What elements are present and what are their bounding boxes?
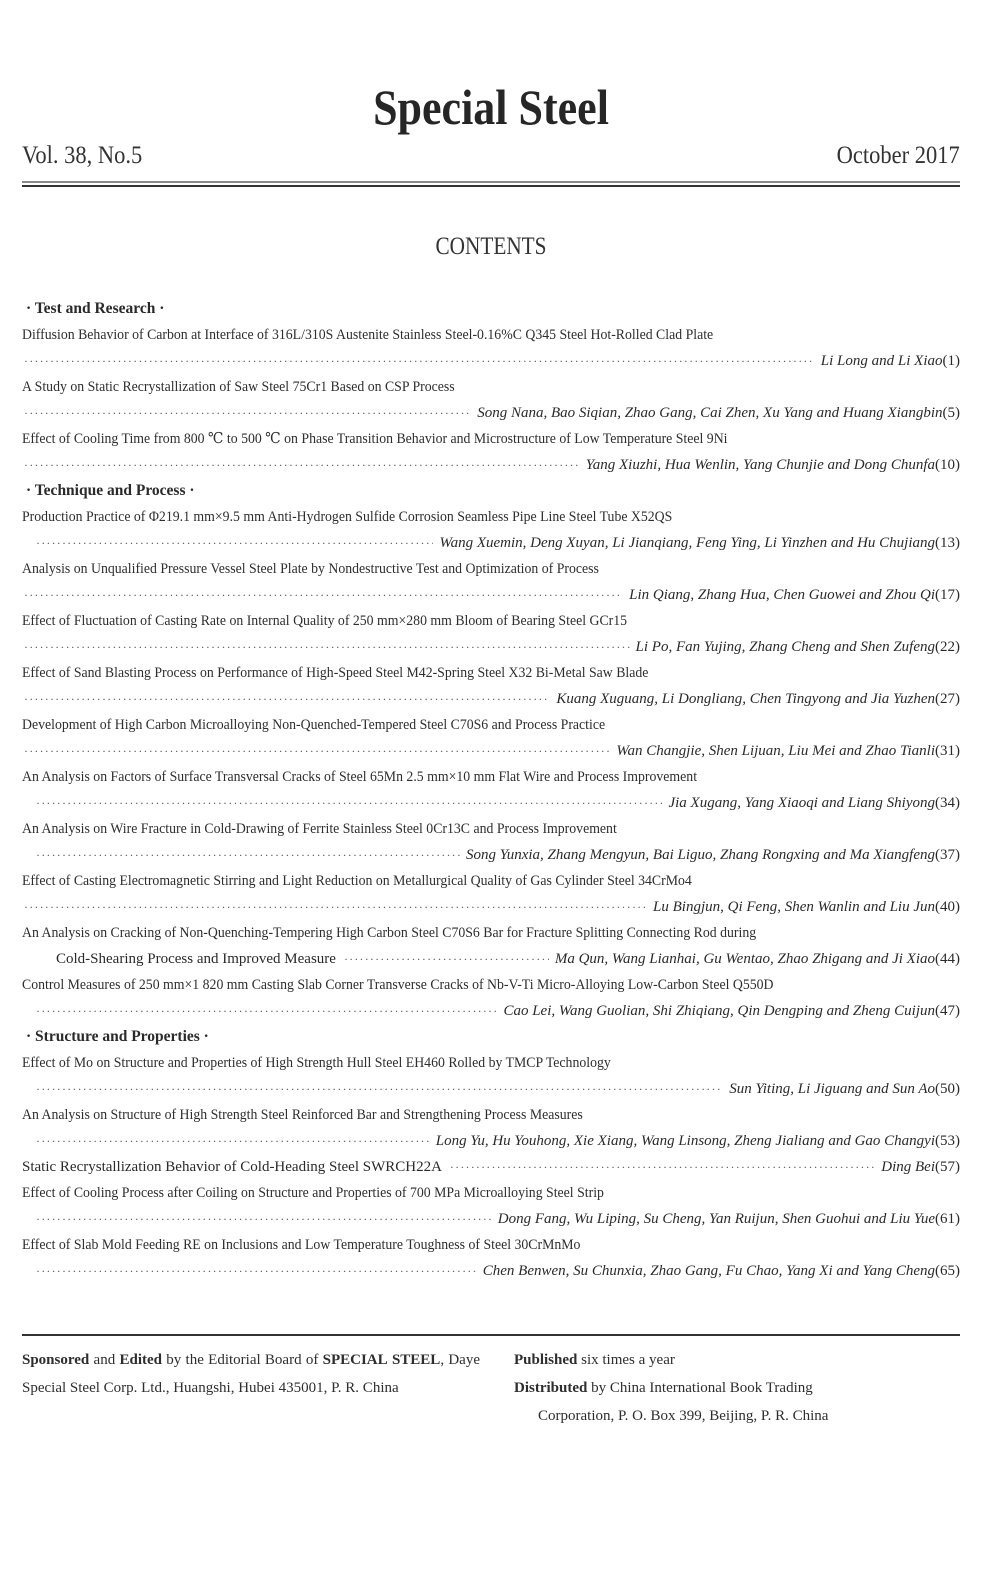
leader-dots: [24, 582, 623, 608]
article-title[interactable]: Effect of Cooling Process after Coiling on Structure and Properties of 700 MPa Microalloying Steel Strip: [22, 1185, 604, 1201]
article-authors: Jia Xugang, Yang Xiaoqi and Liang Shiyong: [668, 795, 935, 811]
section-heading: · Technique and Process ·: [26, 482, 195, 499]
leader-dots: [36, 530, 433, 556]
distribution-info: [514, 1346, 960, 1430]
toc-entry[interactable]: [22, 556, 960, 608]
toc-entry[interactable]: [22, 504, 960, 556]
page-number[interactable]: (1): [942, 353, 960, 369]
article-authors: Sun Yiting, Li Jiguang and Sun Ao: [729, 1081, 935, 1097]
sponsor-address: , Daye Special Steel Corp. Ltd., Huangshi, Hubei 435001, P. R. China: [22, 1352, 480, 1396]
article-authors: Yang Xiuzhi, Hua Wenlin, Yang Chunjie and Dong Chunfa: [585, 457, 935, 473]
article-title[interactable]: Analysis on Unqualified Pressure Vessel Steel Plate by Nondestructive Test and Optimization of Process: [22, 561, 599, 577]
article-authors: Cao Lei, Wang Guolian, Shi Zhiqiang, Qin Dengping and Zheng Cuijun: [503, 1003, 935, 1019]
leader-dots: [450, 1154, 875, 1180]
article-authors: Ma Qun, Wang Lianhai, Gu Wentao, Zhao Zhigang and Ji Xiao: [554, 951, 935, 967]
page-number[interactable]: (27): [935, 691, 960, 707]
leader-dots: [36, 1076, 723, 1102]
page-number[interactable]: (5): [942, 405, 960, 421]
section-heading: · Test and Research ·: [26, 300, 165, 317]
toc-entry[interactable]: [22, 920, 960, 972]
leader-dots: [24, 686, 550, 712]
leader-dots: [24, 400, 471, 426]
page-number[interactable]: (17): [935, 587, 960, 603]
article-title[interactable]: An Analysis on Structure of High Strength Steel Reinforced Bar and Strengthening Process Measures: [22, 1107, 583, 1123]
page-number[interactable]: (13): [935, 535, 960, 551]
article-title[interactable]: Effect of Mo on Structure and Properties of High Strength Hull Steel EH460 Rolled by TMCP Technology: [22, 1055, 611, 1071]
toc-entry[interactable]: [22, 374, 960, 426]
frequency: six times a year: [577, 1352, 675, 1368]
page-number[interactable]: (57): [935, 1159, 960, 1175]
toc-entry[interactable]: [22, 322, 960, 374]
toc-entry[interactable]: [22, 972, 960, 1024]
issue-info: [22, 142, 960, 174]
article-authors: Li Long and Li Xiao: [820, 353, 943, 369]
leader-dots: [36, 1258, 477, 1284]
article-authors: Ding Bei: [881, 1159, 935, 1175]
text: by the Editorial Board of: [162, 1352, 323, 1368]
toc-entry[interactable]: [22, 1232, 960, 1284]
leader-dots: [24, 348, 815, 374]
article-authors: Song Nana, Bao Siqian, Zhao Gang, Cai Zhen, Xu Yang and Huang Xiangbin: [477, 405, 943, 421]
article-authors: Long Yu, Hu Youhong, Xie Xiang, Wang Linsong, Zheng Jialiang and Gao Changyi: [435, 1133, 935, 1149]
edited-label: Edited: [119, 1352, 162, 1368]
article-title-continued[interactable]: Cold-Shearing Process and Improved Measure: [56, 951, 336, 967]
text: and: [89, 1352, 120, 1368]
page-number[interactable]: (53): [935, 1133, 960, 1149]
page-number[interactable]: (10): [935, 457, 960, 473]
sponsored-label: Sponsored: [22, 1352, 90, 1368]
toc-entry[interactable]: [22, 816, 960, 868]
article-title[interactable]: Control Measures of 250 mm×1 820 mm Casting Slab Corner Transverse Cracks of Nb-V-Ti Micro-Alloying Low-Carbon Steel Q550D: [22, 977, 774, 993]
toc-entry[interactable]: [22, 764, 960, 816]
page-number[interactable]: (31): [935, 743, 960, 759]
article-authors: Wang Xuemin, Deng Xuyan, Li Jianqiang, Feng Ying, Li Yinzhen and Hu Chujiang: [439, 535, 935, 551]
leader-dots: [36, 1206, 492, 1232]
leader-dots: [24, 894, 647, 920]
article-title[interactable]: Production Practice of Φ219.1 mm×9.5 mm Anti-Hydrogen Sulfide Corrosion Seamless Pipe Line Steel Tube X52QS: [22, 509, 673, 525]
article-authors: Dong Fang, Wu Liping, Su Cheng, Yan Ruijun, Shen Guohui and Liu Yue: [497, 1211, 935, 1227]
page-number[interactable]: (40): [935, 899, 960, 915]
article-title[interactable]: Effect of Cooling Time from 800 ℃ to 500 ℃ on Phase Transition Behavior and Microstructure of Low Temperature Steel 9Ni: [22, 431, 728, 447]
leader-dots: [36, 790, 662, 816]
article-authors: Lin Qiang, Zhang Hua, Chen Guowei and Zhou Qi: [629, 587, 935, 603]
page-number[interactable]: (34): [935, 795, 960, 811]
article-title[interactable]: Diffusion Behavior of Carbon at Interface of 316L/310S Austenite Stainless Steel-0.16%C Q345 Steel Hot-Rolled Clad Plate: [22, 327, 714, 343]
article-title[interactable]: Effect of Casting Electromagnetic Stirring and Light Reduction on Metallurgical Quality of Gas Cylinder Steel 34CrMo4: [22, 873, 692, 889]
article-authors: Song Yunxia, Zhang Mengyun, Bai Liguo, Zhang Rongxing and Ma Xiangfeng: [465, 847, 935, 863]
leader-dots: [36, 1128, 430, 1154]
article-title[interactable]: Effect of Fluctuation of Casting Rate on Internal Quality of 250 mm×280 mm Bloom of Bearing Steel GCr15: [22, 613, 628, 629]
leader-dots: [24, 738, 610, 764]
article-title[interactable]: A Study on Static Recrystallization of Saw Steel 75Cr1 Based on CSP Process: [22, 379, 455, 395]
leader-dots: [344, 946, 549, 972]
contents-heading: CONTENTS: [435, 233, 547, 260]
toc-entry[interactable]: [22, 1102, 960, 1154]
article-authors: Kuang Xuguang, Li Dongliang, Chen Tingyong and Jia Yuzhen: [556, 691, 935, 707]
page-number[interactable]: (44): [935, 951, 960, 967]
distributor: by China International Book Trading: [587, 1380, 813, 1396]
leader-dots: [36, 998, 497, 1024]
article-title[interactable]: An Analysis on Wire Fracture in Cold-Drawing of Ferrite Stainless Steel 0Cr13C and Process Improvement: [22, 821, 617, 837]
footer-rule: [22, 1334, 960, 1336]
special-label: SPECIAL: [322, 1352, 388, 1368]
volume-issue: Vol. 38, No.5: [22, 142, 143, 169]
page-number[interactable]: (22): [935, 639, 960, 655]
issue-date: October 2017: [836, 142, 960, 169]
toc-entry[interactable]: [22, 1180, 960, 1232]
toc-entry[interactable]: [22, 712, 960, 764]
page-number[interactable]: (37): [935, 847, 960, 863]
toc-entry[interactable]: [22, 608, 960, 660]
leader-dots: [24, 452, 580, 478]
page-number[interactable]: (61): [935, 1211, 960, 1227]
toc-entry[interactable]: [22, 660, 960, 712]
leader-dots: [24, 634, 630, 660]
page-number[interactable]: (65): [935, 1263, 960, 1279]
article-title[interactable]: An Analysis on Cracking of Non-Quenching-Tempering High Carbon Steel C70S6 Bar for Fracture Splitting Connecting Rod during: [22, 925, 757, 941]
sponsor-info: [22, 1346, 480, 1402]
article-authors: Lu Bingjun, Qi Feng, Shen Wanlin and Liu Jun: [653, 899, 935, 915]
table-of-contents: [22, 296, 960, 1284]
article-title[interactable]: Effect of Sand Blasting Process on Performance of High-Speed Steel M42-Spring Steel X32 Bi-Metal Saw Blade: [22, 665, 649, 681]
article-title[interactable]: Static Recrystallization Behavior of Cold-Heading Steel SWRCH22A: [22, 1159, 442, 1175]
page-number[interactable]: (50): [935, 1081, 960, 1097]
article-authors: Li Po, Fan Yujing, Zhang Cheng and Shen Zufeng: [635, 639, 935, 655]
published-label: Published: [514, 1352, 578, 1368]
steel-label: STEEL: [391, 1352, 441, 1368]
toc-entry[interactable]: [22, 1050, 960, 1102]
toc-entry[interactable]: [22, 426, 960, 478]
distributor-address: Corporation, P. O. Box 399, Beijing, P. R. China: [538, 1408, 829, 1424]
journal-title: Special Steel: [373, 79, 609, 135]
article-authors: Wan Changjie, Shen Lijuan, Liu Mei and Zhao Tianli: [616, 743, 935, 759]
toc-entry[interactable]: [22, 868, 960, 920]
toc-entry[interactable]: [22, 1154, 960, 1180]
page-number[interactable]: (47): [935, 1003, 960, 1019]
article-title[interactable]: An Analysis on Factors of Surface Transversal Cracks of Steel 65Mn 2.5 mm×10 mm Flat Wire and Process Improvement: [22, 769, 698, 785]
article-title[interactable]: Effect of Slab Mold Feeding RE on Inclusions and Low Temperature Toughness of Steel 30CrMnMo: [22, 1237, 581, 1253]
section-heading: · Structure and Properties ·: [26, 1028, 209, 1045]
header-rule-thin: [22, 181, 960, 183]
distributed-label: Distributed: [514, 1380, 588, 1396]
article-authors: Chen Benwen, Su Chunxia, Zhao Gang, Fu Chao, Yang Xi and Yang Cheng: [482, 1263, 935, 1279]
header-rule-thick: [22, 185, 960, 187]
leader-dots: [36, 842, 460, 868]
article-title[interactable]: Development of High Carbon Microalloying Non-Quenched-Tempered Steel C70S6 and Process Practice: [22, 717, 606, 733]
